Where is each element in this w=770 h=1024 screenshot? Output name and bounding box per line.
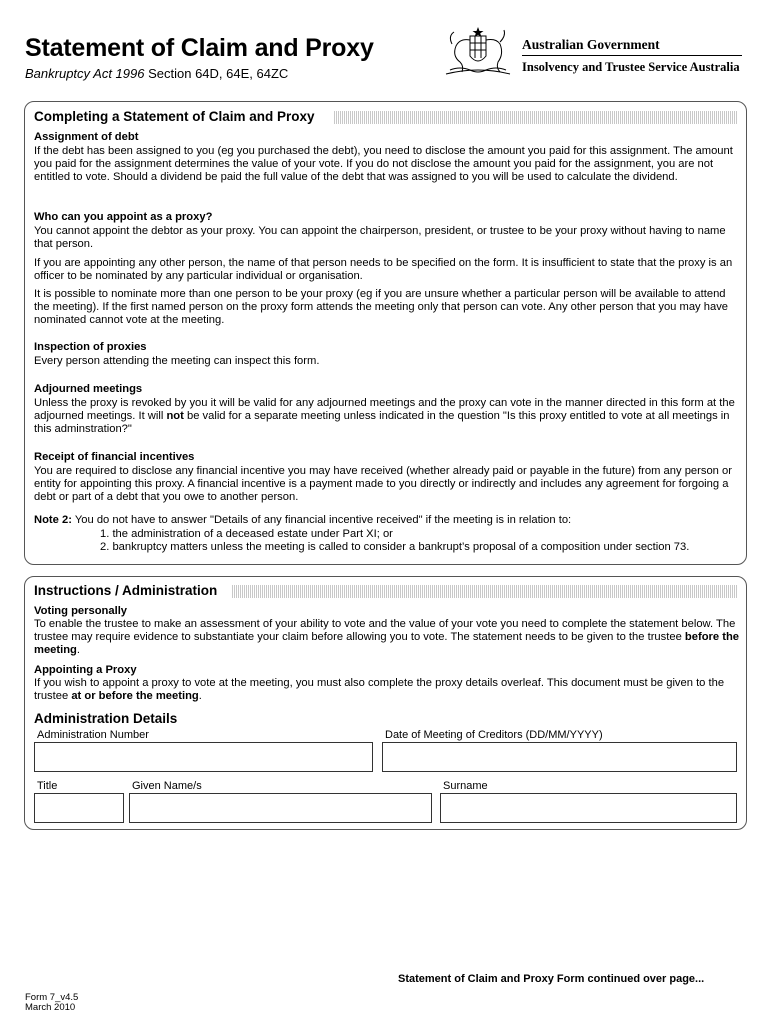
- agency-name: Insolvency and Trustee Service Australia: [522, 60, 740, 74]
- voting-end: .: [76, 644, 81, 657]
- incentives-heading: Receipt of financial incentives: [34, 451, 195, 463]
- continued-note: Statement of Claim and Proxy Form continued over page...: [398, 973, 705, 985]
- appointing-end: .: [198, 690, 202, 703]
- appointing-text-a: If you wish to appoint a proxy to vote at the meeting, you must also complete the proxy details overleaf. This document must be given to the trustee: [34, 677, 725, 703]
- meeting-date-field[interactable]: [382, 742, 737, 772]
- title-label: Title: [37, 780, 58, 792]
- voting-heading: Voting personally: [34, 605, 128, 617]
- note-text: You do not have to answer "Details of any financial incentive received" if the meeting is in relation to:: [71, 514, 572, 526]
- note-2: [34, 514, 739, 527]
- voting-text: [34, 618, 739, 658]
- adjourned-bold: not: [166, 410, 184, 423]
- proxy-text-2: If you are appointing any other person, the name of that person needs to be specified on the form. It is insufficient to state that the proxy is an officer to be nominated by any particular individual or organisation.: [34, 257, 733, 283]
- voting-bold: before the meeting: [34, 631, 740, 657]
- note-item-2: 2. bankruptcy matters unless the meeting is called to consider a bankrupt’s proposal of a composition under section 73.: [100, 541, 690, 553]
- form-version-number: Form 7_v4.5: [25, 992, 79, 1003]
- heading-hatch: [232, 585, 738, 598]
- inspection-text: Every person attending the meeting can inspect this form.: [34, 355, 320, 367]
- voting-text-a: To enable the trustee to make an assessment of your ability to vote and the value of your vote you need to complete the statement below. The trustee may require evidence to substantiate your claim before allowing you to vote. The statement needs to be given to the trustee: [34, 618, 736, 644]
- form-version: [25, 993, 78, 1013]
- act-sections: Section 64D, 64E, 64ZC: [144, 66, 289, 81]
- government-name: Australian Government: [522, 37, 660, 52]
- act-name: Bankruptcy Act 1996: [25, 66, 145, 81]
- proxy-heading: Who can you appoint as a proxy?: [34, 211, 213, 223]
- appointing-text: [34, 677, 739, 703]
- form-title: Statement of Claim and Proxy: [25, 34, 374, 62]
- admin-number-field[interactable]: [34, 742, 373, 772]
- administration-details-title: Administration Details: [34, 711, 178, 726]
- inspection-heading: Inspection of proxies: [34, 341, 147, 353]
- meeting-date-label: Date of Meeting of Creditors (DD/MM/YYYY): [385, 729, 603, 741]
- note-label: Note 2:: [34, 514, 72, 526]
- surname-field[interactable]: [440, 793, 737, 823]
- assignment-heading: Assignment of debt: [34, 131, 139, 143]
- appointing-bold: at or before the meeting: [71, 690, 199, 703]
- assignment-text: If the debt has been assigned to you (eg you purchased the debt), you need to disclose the amount you paid for this assignment. The amount you paid for the assignment determines the value of your vote. If you do not disclose the amount you paid for the assignment, you are not entitled to vote. Should a dividend be paid the full value of the debt that was assigned to you will be used to calculate the dividend.: [34, 145, 733, 184]
- incentives-text: You are required to disclose any financial incentive you may have received (whether already paid or payable in the future) from any person or entity for appointing this proxy. A financial incentive is a payment made to you directly or indirectly and includes any agreement for forgoing a debt or part of a debt that you owe to another person.: [34, 465, 732, 504]
- given-names-field[interactable]: [129, 793, 432, 823]
- completing-panel-heading: [34, 108, 738, 126]
- form-version-date: March 2010: [25, 1002, 76, 1013]
- completing-panel-title: Completing a Statement of Claim and Proxy: [34, 109, 321, 124]
- adjourned-text: [34, 397, 739, 437]
- adjourned-heading: Adjourned meetings: [34, 383, 143, 395]
- surname-label: Surname: [443, 780, 488, 792]
- appointing-heading: Appointing a Proxy: [34, 664, 137, 676]
- header-divider: [522, 55, 742, 56]
- adjourned-text-b: be valid for a separate meeting unless indicated in the question "Is this proxy entitled to vote at all meetings in this adminstration?": [34, 410, 730, 436]
- admin-number-label: Administration Number: [37, 729, 149, 741]
- note-item-1: 1. the administration of a deceased estate under Part XI; or: [100, 528, 393, 540]
- coat-of-arms-icon: [440, 26, 516, 78]
- title-field[interactable]: [34, 793, 124, 823]
- instructions-panel-heading: [34, 582, 738, 600]
- proxy-text-3: It is possible to nominate more than one person to be your proxy (eg if you are unsure whether a particular person will be available to attend the meeting). If the first named person on the proxy form attends the meeting only that person can vote. Any other person that you may have nominated cannot vote at the meeting.: [34, 288, 729, 327]
- adjourned-text-a: Unless the proxy is revoked by you it will be valid for any adjourned meetings and the proxy can vote in the manner directed in this form at the adjourned meetings. It will: [34, 397, 735, 423]
- instructions-panel-title: Instructions / Administration: [34, 583, 223, 598]
- proxy-text-1: You cannot appoint the debtor as your proxy. You can appoint the chairperson, president, or trustee to be your proxy without having to name that person.: [34, 225, 726, 251]
- heading-hatch: [334, 111, 738, 124]
- legislation-reference: [25, 66, 288, 81]
- given-names-label: Given Name/s: [132, 780, 202, 792]
